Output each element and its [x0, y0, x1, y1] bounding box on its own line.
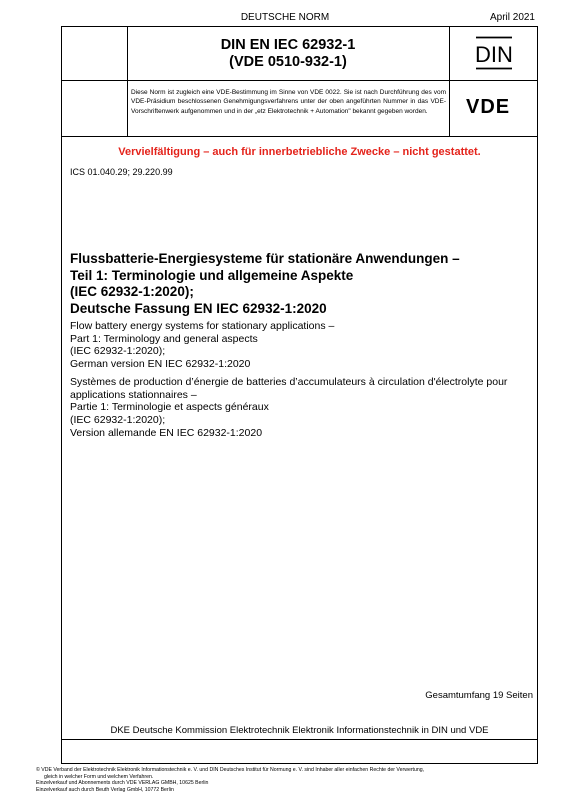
publication-date: April 2021 [489, 12, 535, 23]
title-german-line: (IEC 62932-1:2020); [70, 284, 194, 299]
reproduction-notice: Vervielfältigung – auch für innerbetriebliche Zwecke – nicht gestattet. [118, 146, 481, 158]
vde-logo: VDE [466, 96, 511, 118]
title-french-line: Version allemande EN IEC 62932-1:2020 [70, 426, 263, 439]
title-french-line: Systèmes de production d’énergie de batteries d’accumulateurs à circulation d'électrolyte pour [70, 376, 508, 388]
title-german [70, 251, 530, 317]
title-german-line: Flussbatterie-Energiesysteme für stationäre Anwendungen – [70, 251, 460, 266]
title-english-line: (IEC 62932-1:2020); [70, 345, 166, 358]
ics-codes: ICS 01.040.29; 29.220.99 [70, 167, 173, 177]
divider-dke [61, 739, 538, 740]
title-french-line: (IEC 62932-1:2020); [70, 414, 166, 427]
norm-type-label: DEUTSCHE NORM [240, 12, 330, 23]
vde-number: (VDE 0510-932-1) [229, 54, 347, 70]
title-english-line: Flow battery energy systems for stationary applications – [70, 320, 335, 332]
standard-number-block [127, 37, 449, 71]
din-logo [475, 36, 513, 70]
divider-title [61, 80, 538, 81]
total-pages: Gesamtumfang 19 Seiten [425, 690, 533, 701]
footer-line: gleich in welcher Form und welchem Verfahren. [44, 773, 154, 780]
title-english-line: German version EN IEC 62932-1:2020 [70, 358, 251, 371]
footer-line: © VDE Verband der Elektrotechnik Elektronik Informationstechnik e. V. und DIN Deutsches Institut für Normung e. V. sind Inhaber aller einfachen Rechte der Verwertung, [36, 767, 425, 773]
divider-notice [61, 136, 538, 137]
footer-line: Einzelverkauf und Abonnements durch VDE VERLAG GMBH, 10625 Berlin [36, 780, 209, 787]
title-french-line: applications stationnaires – [70, 388, 197, 401]
divider-right-column [449, 26, 450, 136]
copyright-footer [36, 767, 546, 793]
vde-notice: Diese Norm ist zugleich eine VDE-Bestimmung im Sinne von VDE 0022. Sie ist nach Durchführung des vom VDE-Präsidium beschlossenen Genehmigungsverfahrens unter der oben angeführten Nummer in das VDE-Vorschriftenwerk aufgenommen und in der „etz Elektrotechnik + Automation" bekannt gegeben worden. [131, 89, 446, 115]
title-english-line: Part 1: Terminology and general aspects [70, 332, 258, 345]
dke-line: DKE Deutsche Kommission Elektrotechnik Elektronik Informationstechnik in DIN und VDE [110, 725, 489, 736]
standard-number: DIN EN IEC 62932-1 [220, 37, 356, 53]
din-logo-text: DIN [475, 42, 513, 67]
title-german-line: Teil 1: Terminologie und allgemeine Aspekte [70, 267, 354, 283]
title-french-line: Partie 1: Terminologie et aspects généraux [70, 401, 269, 414]
title-german-line: Deutsche Fassung EN IEC 62932-1:2020 [70, 300, 327, 316]
title-french [70, 376, 530, 440]
footer-line: Einzelverkauf auch durch Beuth Verlag GmbH, 10772 Berlin [36, 786, 174, 793]
title-english [70, 320, 530, 371]
